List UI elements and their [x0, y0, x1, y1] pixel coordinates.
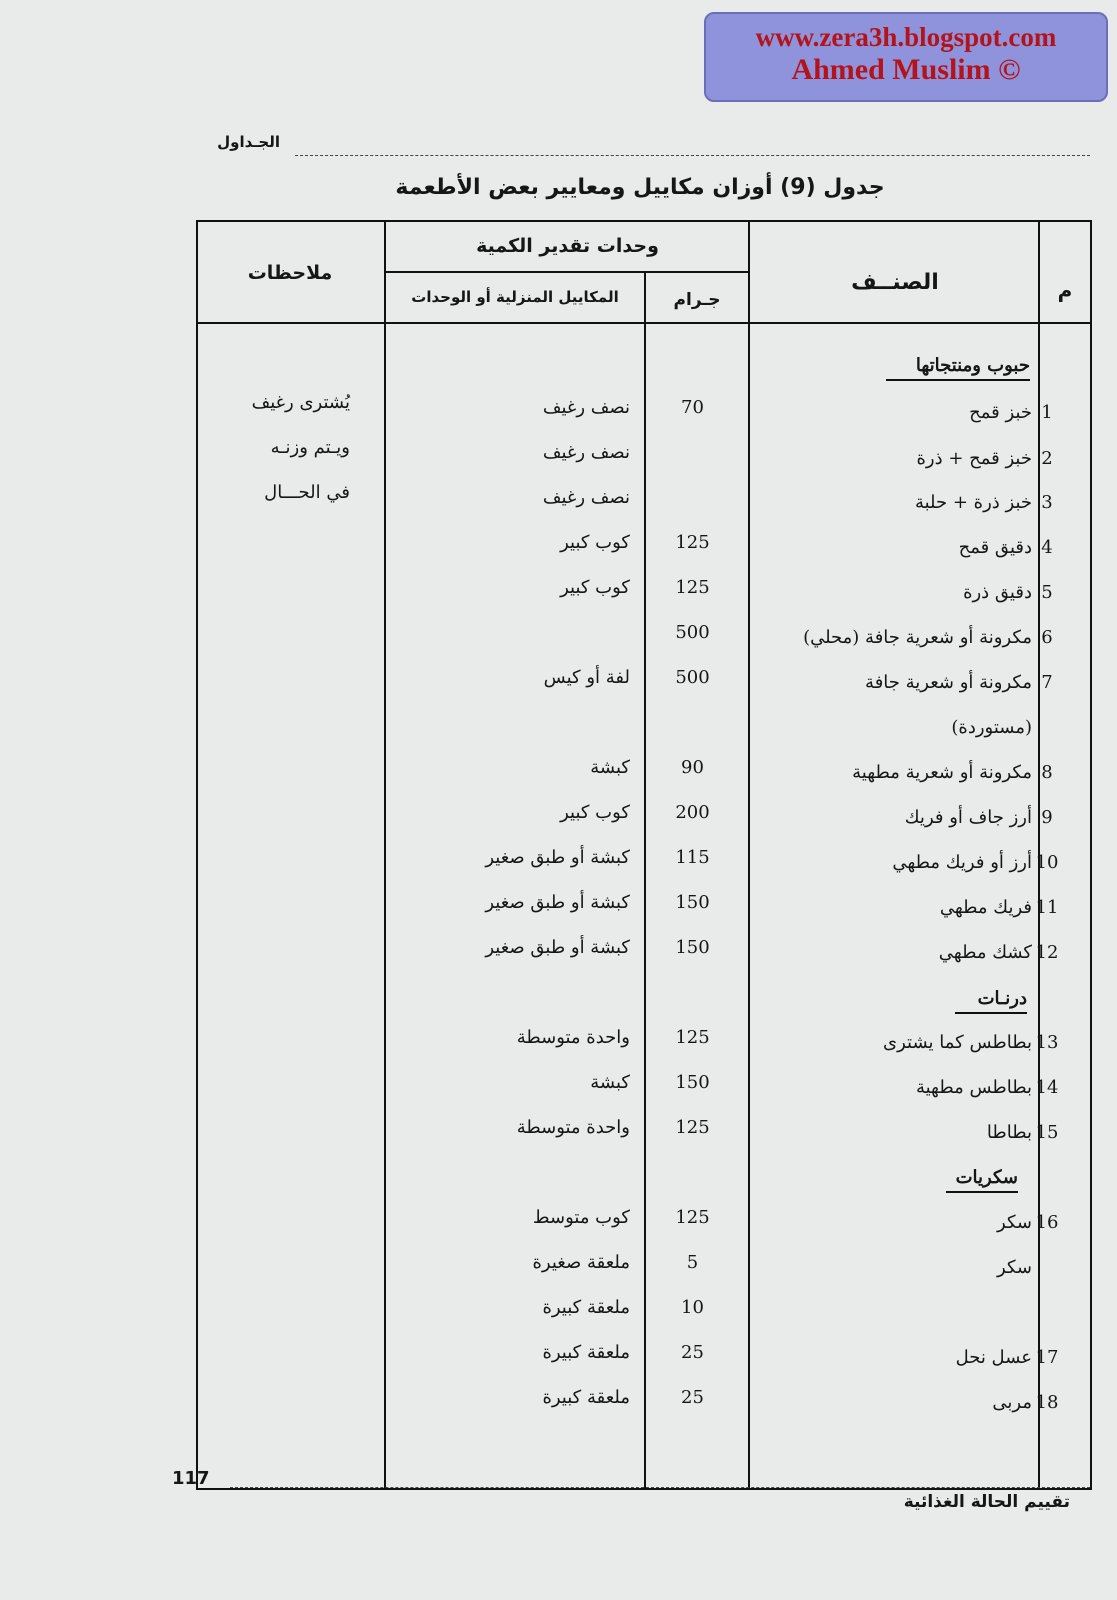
row-unit: نصف رغيف [542, 487, 630, 508]
row-gram: 5 [686, 1252, 699, 1273]
note-line: ويـتم وزنـه [270, 437, 350, 458]
running-head-text: الجـداول [217, 133, 280, 151]
row-unit: واحدة متوسطة [516, 1027, 630, 1048]
row-num: 7 [1041, 672, 1053, 693]
row-item: خبز قمح [969, 402, 1032, 423]
row-gram: 500 [675, 622, 710, 643]
row-item: بطاطس مطهية [915, 1077, 1032, 1098]
row-item: خبز ذرة + حلبة [914, 492, 1032, 513]
row-item: عسل نحل [955, 1347, 1032, 1368]
note-line: يُشترى رغيف [251, 392, 350, 413]
row-num: 12 [1035, 942, 1059, 963]
units-subheader-rule [384, 271, 750, 273]
row-gram: 70 [681, 397, 704, 418]
col-rule-unit [384, 220, 386, 1490]
row-num: 2 [1041, 448, 1053, 469]
row-item: دقيق قمح [958, 537, 1032, 558]
running-head [190, 133, 1090, 153]
row-gram: 125 [675, 1027, 710, 1048]
row-num: 9 [1041, 807, 1053, 828]
row-unit: ملعقة كبيرة [542, 1342, 630, 1363]
row-unit: كبشة أو طبق صغير [485, 892, 630, 913]
row-unit: ملعقة كبيرة [542, 1297, 630, 1318]
header-notes: ملاحظات [247, 262, 333, 284]
row-item: سكر [997, 1257, 1032, 1278]
running-head-rule [295, 155, 1090, 156]
row-item: مربى [992, 1392, 1032, 1413]
section-sugars: سكريات [946, 1167, 1018, 1193]
col-rule-item [748, 220, 750, 1490]
watermark-author: Ahmed Muslim © [791, 53, 1021, 87]
section-starches: درنـات [955, 988, 1027, 1014]
row-item: أرز أو فريك مطهي [892, 852, 1032, 873]
row-unit: كبشة أو طبق صغير [485, 847, 630, 868]
note-line: في الحـــال [264, 482, 350, 503]
watermark [704, 12, 1108, 102]
row-num: 18 [1035, 1392, 1059, 1413]
row-item: مكرونة أو شعرية مطهية [852, 762, 1032, 783]
row-item: خبز قمح + ذرة [916, 448, 1032, 469]
row-num: 4 [1041, 537, 1053, 558]
row-gram: 25 [681, 1342, 704, 1363]
row-item-continuation: (مستوردة) [951, 717, 1032, 738]
row-item: فريك مطهي [939, 897, 1032, 918]
row-gram: 125 [675, 1117, 710, 1138]
row-num: 16 [1035, 1212, 1059, 1233]
row-num: 8 [1041, 762, 1053, 783]
page-number: 117 [172, 1468, 210, 1489]
row-item: مكرونة أو شعرية جافة [865, 672, 1032, 693]
row-num: 13 [1035, 1032, 1059, 1053]
row-unit: كبشة أو طبق صغير [485, 937, 630, 958]
row-gram: 10 [681, 1297, 704, 1318]
row-gram: 150 [675, 892, 710, 913]
row-num: 3 [1041, 492, 1053, 513]
row-gram: 200 [675, 802, 710, 823]
section-grains: حبوب ومنتجاتها [886, 355, 1030, 381]
row-item: سكر [997, 1212, 1032, 1233]
row-gram: 500 [675, 667, 710, 688]
row-gram: 115 [675, 847, 710, 868]
header-item: الصنــف [851, 270, 939, 295]
row-num: 5 [1041, 582, 1053, 603]
row-item: دقيق ذرة [963, 582, 1032, 603]
row-item: بطاطا [986, 1122, 1032, 1143]
row-gram: 125 [675, 577, 710, 598]
row-unit: واحدة متوسطة [516, 1117, 630, 1138]
row-num: 14 [1035, 1077, 1059, 1098]
row-gram: 125 [675, 1207, 710, 1228]
header-household: المكاييل المنزلية أو الوحدات [411, 288, 619, 306]
row-unit: نصف رغيف [542, 397, 630, 418]
row-item: أرز جاف أو فريك [904, 807, 1032, 828]
row-num: 17 [1035, 1347, 1059, 1368]
footer-text: تقييم الحالة الغذائية [903, 1492, 1070, 1512]
row-unit: ملعقة صغيرة [532, 1252, 630, 1273]
header-num: م [1057, 278, 1073, 302]
row-num: 11 [1035, 897, 1059, 918]
header-units-group: وحدات تقدير الكمية [476, 235, 659, 257]
footer-rule [230, 1487, 1090, 1488]
table-caption: جدول (9) أوزان مكاييل ومعايير بعض الأطعمة [395, 175, 885, 200]
row-num: 6 [1041, 627, 1053, 648]
row-unit: كوب كبير [560, 802, 630, 823]
row-unit: كوب كبير [560, 532, 630, 553]
row-gram: 150 [675, 937, 710, 958]
row-num: 15 [1035, 1122, 1059, 1143]
row-item: كشك مطهي [938, 942, 1032, 963]
row-unit: كوب متوسط [532, 1207, 630, 1228]
row-gram: 90 [681, 757, 704, 778]
row-gram: 25 [681, 1387, 704, 1408]
row-unit: لفة أو كيس [543, 667, 630, 688]
row-unit: كبشة [590, 1072, 630, 1093]
row-gram: 150 [675, 1072, 710, 1093]
row-item: بطاطس كما يشترى [883, 1032, 1032, 1053]
row-unit: نصف رغيف [542, 442, 630, 463]
col-rule-gram [644, 273, 646, 1490]
row-unit: ملعقة كبيرة [542, 1387, 630, 1408]
row-unit: كوب كبير [560, 577, 630, 598]
row-num: 10 [1035, 852, 1059, 873]
row-gram: 125 [675, 532, 710, 553]
header-gram: جـرام [673, 290, 721, 310]
row-num: 1 [1041, 402, 1053, 423]
watermark-url: www.zera3h.blogspot.com [755, 22, 1057, 52]
row-item: مكرونة أو شعرية جافة (محلي) [803, 627, 1032, 648]
row-unit: كبشة [590, 757, 630, 778]
